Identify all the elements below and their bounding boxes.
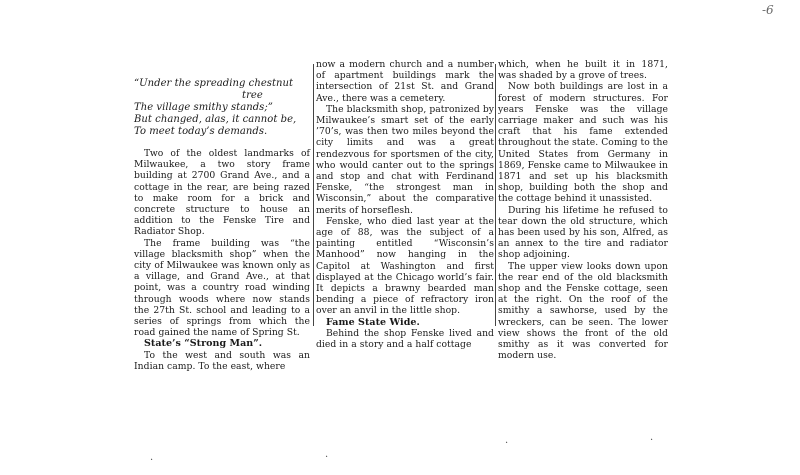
paragraph: During his lifetime he refused to tear down the old structure, which has been used by his son, Alfred, as an annex to the tire and radiator shop adjoining.: [498, 204, 668, 261]
poem-line-1: “Under the spreading chestnut: [134, 78, 294, 89]
poem-line-3: But changed, alas, it cannot be,: [134, 114, 297, 125]
column-rule-1: [313, 64, 314, 326]
article-column-2: [316, 59, 494, 350]
paragraph: now a modern church and a number of apartment buildings mark the intersection of 21st St. and Grand Ave., there was a cemetery.: [316, 59, 494, 104]
page-number-mark: -6: [762, 3, 774, 17]
poem-line-4: To meet today’s demands.: [134, 126, 268, 137]
paragraph: The blacksmith shop, patronized by Milwaukee’s smart set of the early ’70’s, was then two miles beyond the city limits and was a great rendezvous for sportsmen of the city, who would canter out to the springs and stop and chat with Ferdinand Fenske, “the strongest man in Wisconsin,” about the comparative merits of horseflesh.: [316, 103, 494, 216]
epigraph-poem: [134, 78, 310, 138]
paragraph: Behind the shop Fenske lived and died in a story and a half cottage: [316, 327, 494, 351]
paragraph: The upper view looks down upon the rear end of the old blacksmith shop and the Fenske cottage, seen at the right. On the roof of the smithy a sawhorse, used by the wreckers, can be seen. The lower view shows the front of the old smithy as it was converted for modern use.: [498, 260, 668, 362]
scan-speck: ·: [325, 452, 329, 463]
poem-line-2: The village smithy stands;”: [134, 102, 273, 113]
subheading-strong-man: State’s “Strong Man”.: [144, 338, 263, 350]
column-rule-2: [495, 64, 496, 326]
scan-speck: ·: [650, 435, 654, 446]
subheading-fame-state-wide: Fame State Wide.: [326, 316, 420, 328]
paragraph: Now both buildings are lost in a forest of modern structures. For years Fenske was the village carriage maker and such was his craft that his fame extended throughout the state. Coming to the United States from Germany in 1869, Fenske came to Milwaukee in 1871 and set up his blacksmith shop, building both the shop and the cottage behind it unassisted.: [498, 81, 669, 205]
paragraph: Two of the oldest landmarks of Milwaukee, a two story frame building at 2700 Grand Ave., and a cottage in the rear, are being razed to make room for a brick and concrete structure to house an addition to the Fenske Tire and Radiator Shop.: [134, 148, 310, 238]
paragraph: Fenske, who died last year at the age of 88, was the subject of a painting entitled “Wisconsin’s Manhood” now hanging in the Capitol at Washington and first displayed at the Chicago world’s fair. It depicts a brawny bearded man bending a piece of refractory iron over an anvil in the little shop.: [316, 215, 494, 317]
article-column-1: [134, 78, 310, 372]
article-column-3: [498, 59, 668, 361]
paragraph: To the west and south was an Indian camp. To the east, where: [134, 349, 310, 372]
scan-speck: ·: [505, 438, 509, 449]
paragraph: The frame building was “the village blacksmith shop” when the city of Milwaukee was known only as a village, and Grand Ave., at that point, was a country road winding through woods where now stands the 27th St. school and leading to a series of springs from which the road gained the name of Spring St.: [134, 237, 310, 339]
paragraph: which, when he built it in 1871, was shaded by a grove of trees.: [498, 59, 668, 82]
scan-speck: ·: [150, 455, 154, 466]
poem-line-1-continued: tree: [242, 90, 263, 101]
